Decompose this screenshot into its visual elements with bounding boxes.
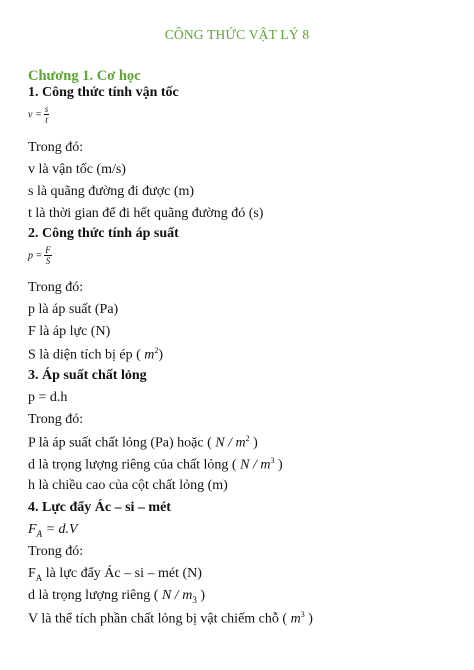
unit: m [144, 347, 155, 363]
line-text: d là trọng lượng riêng ( [28, 588, 159, 603]
section-4-heading: 4. Lực đẩy Ác – si – mét [28, 500, 171, 515]
section-2-where: Trong đó: [28, 280, 84, 295]
section-2-heading: 2. Công thức tính áp suất [28, 226, 179, 241]
chapter-heading: Chương 1. Cơ học [28, 68, 141, 84]
line-close: ) [277, 457, 283, 473]
unit: N / m [215, 435, 246, 451]
section-3-line-2 [28, 456, 283, 474]
unit-exponent: 3 [300, 610, 305, 619]
section-1-line-2: s là quãng đường đi được (m) [28, 184, 195, 199]
section-2-line-1: p là áp suất (Pa) [28, 302, 119, 317]
formula-lhs: p = [28, 250, 43, 262]
line-text: là lực đẩy Ác – si – mét (N) [42, 566, 202, 581]
unit: N / m [161, 588, 193, 603]
section-4-line-2 [28, 588, 205, 605]
formula-fraction [44, 104, 50, 125]
unit-exponent: 2 [245, 434, 250, 443]
unit-subscript: 3 [192, 594, 197, 605]
unit-exponent: 2 [154, 346, 159, 355]
section-2-line-2: F là áp lực (N) [28, 324, 111, 339]
document-title: CÔNG THỨC VẬT LÝ 8 [164, 27, 310, 42]
unit: m [290, 611, 301, 627]
formula-lhs: v = [28, 109, 42, 121]
formula-fraction [44, 245, 52, 266]
line-text: V là thể tích phần chất lỏng bị vật chiếm chỗ ( [28, 611, 288, 627]
section-3-line-1 [28, 434, 258, 452]
unit-exponent: 3 [270, 456, 275, 465]
fa-sub: A [35, 572, 43, 583]
formula-f: F [28, 522, 37, 537]
section-1-where: Trong đó: [28, 140, 84, 155]
section-4-where: Trong đó: [28, 544, 84, 559]
section-3-where: Trong đó: [28, 412, 84, 427]
section-2-line-3 [28, 346, 163, 364]
section-4-formula [28, 522, 78, 539]
line-close: ) [308, 611, 313, 627]
line-text: S là diện tích bị ép ( [28, 347, 141, 363]
section-1-formula [28, 104, 49, 125]
formula-sub: A [36, 528, 43, 539]
section-2-formula [28, 245, 52, 266]
formula-denominator: t [45, 115, 48, 125]
section-1-line-3: t là thời gian để đi hết quãng đường đó (s) [28, 206, 264, 221]
formula-numerator: F [45, 245, 51, 255]
formula-numerator: s [44, 104, 49, 114]
section-3-heading: 3. Áp suất chất lỏng [28, 368, 147, 383]
unit: N / m [240, 457, 271, 473]
section-4-line-1 [28, 566, 202, 583]
section-4-line-3 [28, 610, 313, 628]
line-close: ) [200, 588, 205, 603]
line-close: ) [158, 347, 164, 363]
section-3-line-3: h là chiều cao của cột chất lỏng (m) [28, 478, 228, 493]
line-text: d là trọng lượng riêng của chất lỏng ( [28, 457, 237, 473]
fa-main: F [28, 566, 36, 581]
section-3-formula: p = d.h [28, 390, 68, 405]
line-close: ) [253, 435, 258, 451]
line-text: P là áp suất chất lỏng (Pa) hoặc ( [28, 435, 212, 451]
formula-denominator: S [45, 256, 51, 266]
section-1-heading: 1. Công thức tính vận tốc [28, 85, 179, 100]
section-1-line-1: v là vận tốc (m/s) [28, 162, 126, 177]
formula-rhs: = d.V [45, 522, 78, 537]
